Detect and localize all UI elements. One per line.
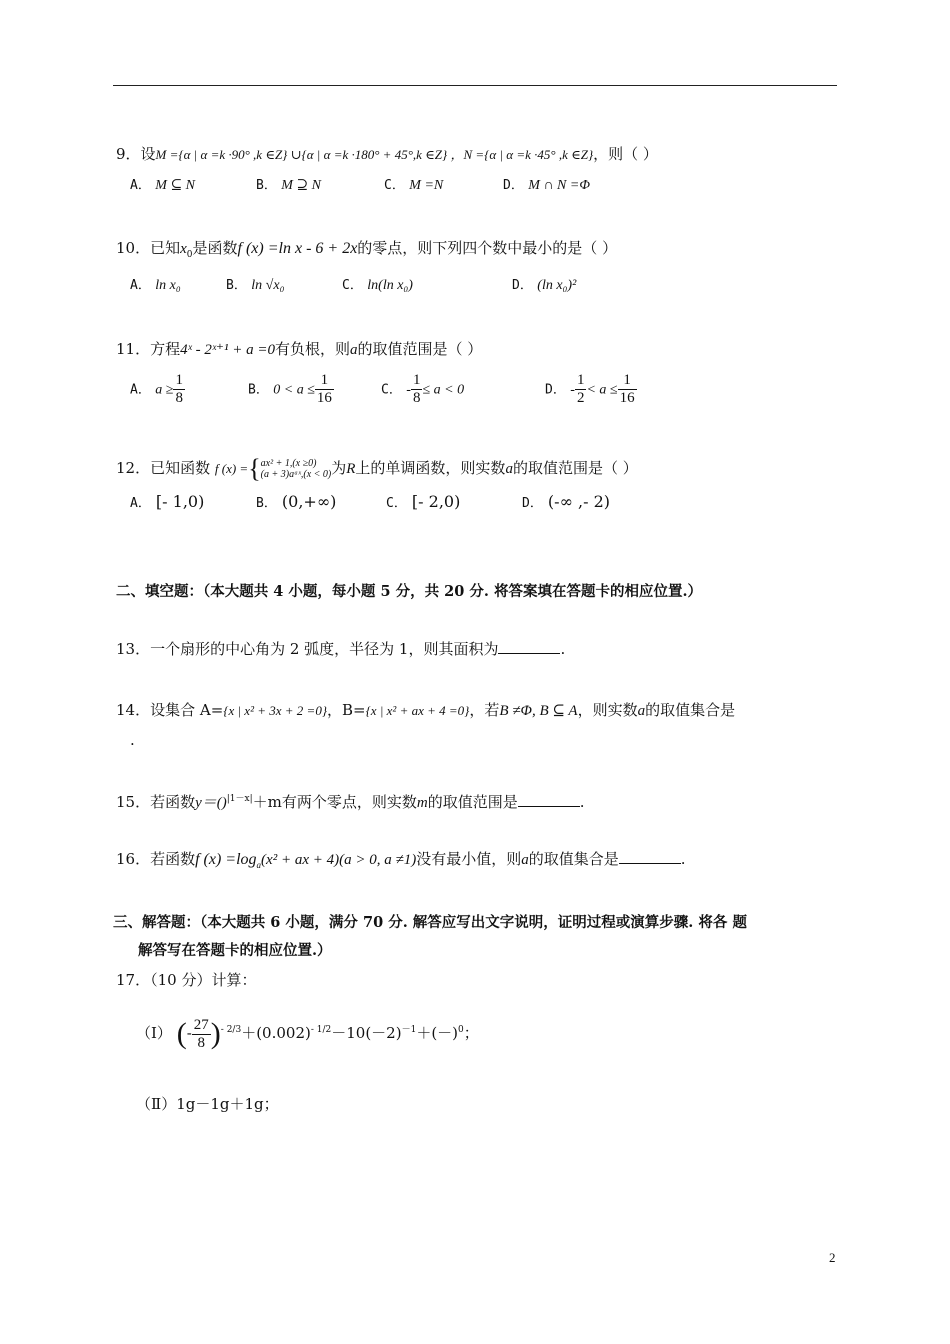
fraction (173, 372, 185, 407)
question-16 (116, 849, 686, 875)
q9-suffix: ，则（ ） (593, 145, 658, 163)
option-value: M ⊆ N (155, 178, 196, 193)
q10-x0-sub: 0 (186, 250, 193, 260)
q14-mid: ，B= (327, 701, 366, 719)
left-brace-icon: { (248, 454, 261, 483)
fraction (192, 1017, 211, 1052)
q17-exp4: 0 (458, 1025, 464, 1035)
q17-part1-label: （Ⅰ） (136, 1024, 172, 1042)
page-number: 2 (829, 1250, 836, 1265)
q12-mid: 为 (331, 459, 347, 477)
option-label: A． (130, 278, 151, 293)
option-value: M =N (409, 178, 444, 193)
section-2-title: 二、填空题：（本大题共 4 小题，每小题 5 分，共 20 分. 将答案填在答题卡的相应位置.） (116, 583, 703, 600)
option-label: C． (342, 278, 363, 293)
q11-mid: 有负根，则 (274, 340, 350, 358)
q17-end: ； (463, 1024, 479, 1042)
fraction-den: 8 (412, 390, 421, 406)
option-label: D． (522, 496, 543, 511)
q10-option-b (226, 275, 284, 296)
q16-base: a (256, 860, 262, 870)
option-value: < a ≤ (586, 382, 618, 398)
fraction-num: 1 (175, 372, 183, 388)
q12-R: R (346, 461, 356, 477)
option-value: M ⊇ N (281, 178, 322, 193)
q16-prefix: 16．若函数 (116, 850, 196, 868)
header-rule (113, 85, 837, 86)
q10-prefix: 10．已知 (116, 239, 181, 257)
q12-mid2: 上的单调函数，则实数 (355, 459, 506, 477)
option-label: A． (130, 382, 151, 398)
q17-exp3: －1 (401, 1025, 417, 1035)
section-3-title-line2: 解答写在答题卡的相应位置.） (138, 942, 332, 959)
question-15 (116, 789, 585, 813)
q12-var: a (505, 461, 513, 477)
q10-option-d (512, 275, 576, 296)
q10-x0: x (180, 241, 187, 257)
fraction-num: 1 (576, 372, 585, 388)
q12-prefix: 12．已知函数 (116, 459, 211, 477)
option-value: ≤ a < 0 (422, 382, 465, 398)
option-value: (ln x₀)² (537, 278, 577, 293)
q9-option-d (503, 175, 590, 196)
q16-end: . (680, 850, 686, 868)
q13-text: 13．一个扇形的中心角为 2 弧度，半径为 1，则其面积为 (116, 640, 499, 658)
fraction-num: 1 (315, 372, 334, 390)
q12-piecewise (261, 458, 332, 480)
question-10-stem (116, 238, 617, 265)
q15-prefix: 15．若函数 (116, 793, 196, 811)
q11-prefix: 11．方程 (116, 340, 181, 358)
q12-option-c (386, 492, 460, 514)
q16-mid: 没有最小值，则 (416, 850, 522, 868)
answer-blank (518, 792, 580, 807)
q11-option-b (248, 372, 334, 407)
fraction (315, 372, 334, 407)
right-paren-icon: ) (210, 1017, 221, 1050)
q15-func: y＝() (195, 795, 227, 811)
option-value: a ≥ (155, 382, 174, 398)
q10-func: f (x) =ln x - 6 + 2x (237, 240, 358, 257)
q10-suffix: 的零点，则下列四个数中最小的是（ ） (357, 239, 618, 257)
q11-option-d (545, 372, 637, 407)
q17-exp2: - 1/2 (310, 1025, 332, 1035)
question-13 (116, 639, 565, 659)
q15-exp: |1－x| (226, 794, 253, 804)
q10-mid: 是函数 (192, 239, 238, 257)
left-paren-icon: ( (176, 1017, 187, 1050)
option-value: - (406, 382, 411, 398)
fraction-den: 16 (316, 390, 332, 406)
q13-end: . (560, 640, 566, 658)
option-value: 0 < a ≤ (273, 382, 315, 398)
q9-math: M ={α | α =k ·90° ,k ∈Z} ∪{α | α =k ·180° + 45°,k ∈Z} ，N ={α | α =k ·45° ,k ∈Z} (155, 147, 594, 162)
q17-rest3: ＋(－) (416, 1024, 459, 1042)
fraction-num: 27 (193, 1016, 209, 1033)
q14-prefix: 14．设集合 A= (116, 701, 224, 719)
fraction-den: 8 (175, 390, 183, 406)
option-value: (-∞ ,- 2) (547, 492, 610, 511)
option-label: A． (130, 178, 151, 193)
option-value: [- 2,0) (411, 492, 461, 511)
fraction-den: 16 (619, 390, 635, 406)
q10-option-c (342, 275, 413, 296)
q16-suffix: 的取值集合是 (528, 850, 619, 868)
q11-var: a (349, 342, 358, 358)
q10-option-a (130, 275, 181, 296)
q14-suffix2: 的取值集合是 (645, 701, 736, 719)
q16-var: a (521, 852, 529, 868)
q12-func-name: f (x) = (214, 461, 249, 476)
q14-mid2: ，若 (469, 701, 500, 719)
q17-rest: ＋(0.002) (241, 1024, 311, 1042)
option-value: M ∩ N =Φ (528, 178, 590, 193)
q17-rest2: －10(－2) (331, 1024, 402, 1042)
option-label: B． (256, 178, 277, 193)
option-label: D． (512, 278, 533, 293)
q9-option-c (384, 175, 443, 196)
q11-option-c (381, 372, 464, 407)
q11-option-a (130, 372, 185, 407)
section-3-title-line1: 三、解答题：（本大题共 6 小题，满分 70 分. 解答应写出文字说明，证明过程或演算步骤. 将各 题 (113, 914, 747, 931)
option-label: B． (226, 278, 247, 293)
q17-part-1 (136, 1010, 479, 1054)
q11-equation: 4ˣ - 2ˣ⁺¹ + a =0 (180, 342, 275, 358)
q17-part-2: （Ⅱ）1g－1g＋1g； (136, 1095, 279, 1113)
q12-option-d (522, 492, 610, 514)
option-value: [- 1,0) (155, 492, 205, 511)
option-label: D． (503, 178, 524, 193)
q12-case-2: (a + 3)aᵃˣ,(x < 0) (260, 469, 332, 480)
q14-var: a (637, 703, 646, 719)
option-value: ln x₀ (155, 278, 181, 293)
option-label: B． (256, 496, 277, 511)
option-label: A． (130, 496, 151, 511)
q17-exp1: - 2/3 (220, 1025, 242, 1035)
q16-arg: (x² + ax + 4)(a > 0, a ≠1) (261, 852, 417, 868)
fraction-num: 1 (412, 372, 421, 388)
question-11-stem (116, 339, 482, 360)
option-label: D． (545, 382, 566, 398)
q15-suffix: 的取值范围是 (427, 793, 518, 811)
fraction-num: 1 (618, 372, 637, 390)
q12-suffix: 的取值范围是（ ） (512, 459, 638, 477)
question-9-stem (116, 144, 658, 165)
option-label: B． (248, 382, 269, 398)
question-14 (116, 700, 735, 721)
q14-line2: . (130, 731, 135, 749)
q9-prefix: 9．设 (116, 145, 156, 163)
fraction (618, 372, 637, 407)
q9-option-a (130, 175, 195, 196)
question-17-head: 17．（10 分）计算： (116, 971, 257, 989)
q9-option-b (256, 175, 321, 196)
q12-option-b (256, 492, 336, 514)
fraction-den: 2 (576, 390, 585, 406)
q12-option-a (130, 492, 204, 514)
option-label: C． (386, 496, 407, 511)
q12-case-1: ax² + 1,(x ≥0) (260, 458, 317, 469)
q14-setB: {x | x² + ax + 4 =0} (365, 703, 470, 718)
fraction-den: 8 (197, 1034, 206, 1051)
q11-suffix: 的取值范围是（ ） (357, 340, 483, 358)
answer-blank (498, 639, 560, 654)
option-label: C． (381, 382, 402, 398)
q16-func: f (x) =log (195, 851, 257, 868)
fraction (411, 372, 423, 407)
q14-setA: {x | x² + 3x + 2 =0} (223, 703, 328, 718)
q14-suffix: ，则实数 (577, 701, 638, 719)
q15-mid: ＋m有两个零点，则实数 (252, 793, 417, 811)
q14-cond: B ≠Φ, B ⊆ A (499, 703, 578, 719)
option-value: ln(ln x₀) (367, 278, 413, 293)
q15-m: m (416, 795, 428, 811)
option-value: - (570, 382, 575, 398)
answer-blank (619, 849, 681, 864)
q15-end: . (579, 793, 585, 811)
option-label: C． (384, 178, 405, 193)
fraction (575, 372, 587, 407)
q17-minus: - (186, 1024, 192, 1042)
question-12-stem (116, 453, 638, 484)
option-value: ln √x₀ (251, 278, 285, 293)
option-value: (0,+∞) (281, 492, 337, 511)
